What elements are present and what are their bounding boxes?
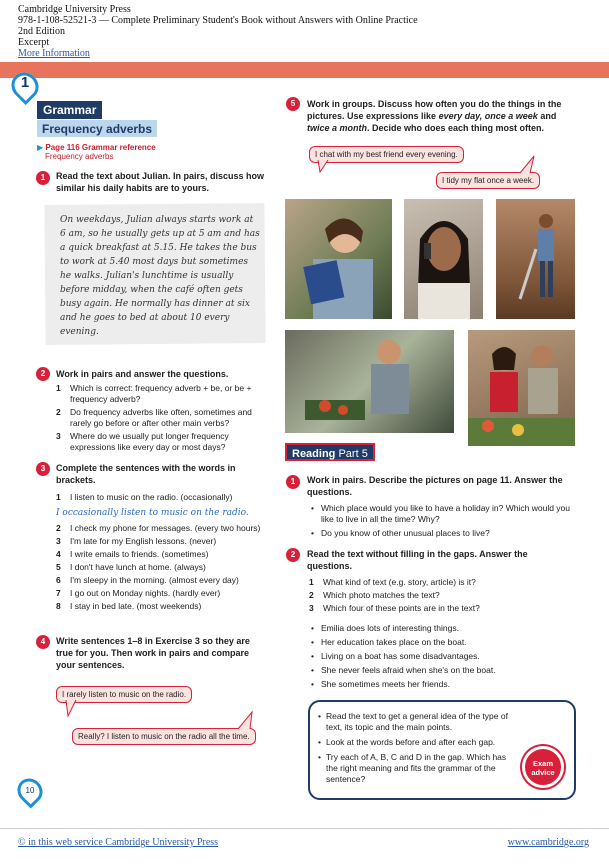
list-item: 5 I don't have lunch at home. (always) — [56, 562, 206, 572]
exercise-number: 2 — [286, 548, 300, 562]
exercise-number: 4 — [36, 635, 50, 649]
exercise-4-instruction: Write sentences 1–8 in Exercise 3 so they are true for you. Then work in pairs and compare your sentences. — [56, 636, 250, 670]
footer-copyright-link[interactable]: © in this web service Cambridge University Press — [18, 837, 219, 848]
reading-1-instruction: Work in pairs. Describe the pictures on page 11. Answer the questions. — [307, 475, 563, 497]
reading-1-bullets — [309, 503, 574, 542]
list-item: 2 Do frequency adverbs like often, sometimes and rarely go before or after other main verbs? — [56, 407, 252, 428]
publisher: Cambridge University Press — [18, 4, 131, 15]
reading-2-questions — [309, 577, 571, 616]
exercise-number: 2 — [36, 367, 50, 381]
exercise-3-instruction: Complete the sentences with the words in brackets. — [56, 463, 236, 485]
list-item: • Living on a boat has some disadvantages. — [309, 651, 571, 662]
unit-band — [0, 62, 609, 78]
isbn-line: 978-1-108-52521-3 — Complete Preliminary Student's Book without Answers with Online Practice — [18, 15, 418, 26]
page-number: 10 — [25, 786, 35, 795]
list-item: 7 I go out on Monday nights. (hardly ever) — [56, 588, 221, 598]
list-item: 4 I write emails to friends. (sometimes) — [56, 549, 209, 559]
footer-website-link[interactable]: www.cambridge.org — [507, 837, 589, 848]
list-item: 3 Which four of these points are in the text? — [309, 603, 480, 613]
photo-man-vacuuming — [496, 199, 575, 319]
exercise-3-item-1: 1 I listen to music on the radio. (occasionally) — [56, 492, 233, 502]
edition: 2nd Edition — [18, 26, 65, 37]
exercise-number: 1 — [36, 171, 50, 185]
grammar-title: Grammar — [37, 101, 102, 119]
exercise-number: 1 — [286, 475, 300, 489]
speech-bubble: I chat with my best friend every evening. — [309, 146, 464, 163]
list-item: 8 I stay in bed late. (most weekends) — [56, 601, 202, 611]
list-item: • Do you know of other unusual places to live? — [309, 528, 574, 539]
list-item: 1 What kind of text (e.g. story, article) is it? — [309, 577, 476, 587]
exercise-2-questions — [56, 383, 266, 455]
reading-illustration — [285, 199, 392, 319]
photo-woman-phone — [404, 199, 483, 319]
speech-bubble-tail — [64, 700, 78, 720]
excerpt-label: Excerpt — [18, 37, 50, 48]
list-item: • Emilia does lots of interesting things. — [309, 623, 571, 634]
exercise-number: 3 — [36, 462, 50, 476]
footer-divider — [0, 828, 609, 829]
cooking-illustration — [285, 330, 454, 433]
exercise-3-items — [56, 523, 266, 614]
photo-couple-shopping — [468, 330, 575, 446]
arrow-right-icon: ▶ — [37, 143, 44, 152]
list-item: 2 Which photo matches the text? — [309, 590, 440, 600]
unit-number: 1 — [20, 74, 30, 91]
grammar-subtitle: Frequency adverbs — [37, 120, 157, 137]
list-item: 3 Where do we usually put longer frequency expressions like every day or most days? — [56, 431, 229, 452]
phone-illustration — [404, 199, 483, 319]
shopping-illustration — [468, 330, 575, 446]
list-item: • Look at the words before and after each gap. — [316, 737, 516, 748]
vacuum-illustration — [496, 199, 575, 319]
list-item: • She never feels afraid when she's on the boat. — [309, 665, 571, 676]
exercise-1-instruction: Read the text about Julian. In pairs, discuss how similar his daily habits are to yours. — [56, 171, 265, 193]
speech-bubble-tail — [520, 156, 536, 174]
document-header — [18, 4, 418, 59]
grammar-reference[interactable] — [37, 143, 156, 161]
speech-bubble-tail — [238, 712, 254, 730]
reading-2-instruction: Read the text without filling in the gaps. Answer the questions. — [307, 549, 528, 571]
photo-man-cooking — [285, 330, 454, 433]
exam-advice-badge: Exam advice — [522, 746, 564, 788]
reading-2-points — [309, 623, 571, 693]
list-item: • Read the text to get a general idea of the type of text, its topic and the main points. — [316, 711, 516, 733]
speech-bubble-tail — [316, 160, 330, 176]
list-item: 1 Which is correct: frequency adverb + be, or be + frequency adverb? — [56, 383, 252, 404]
grammar-ref-page: Page 116 Grammar reference — [45, 143, 156, 152]
speech-bubble: I tidy my flat once a week. — [436, 172, 540, 189]
exercise-5-instruction: Work in groups. Discuss how often you do the things in the pictures. Use expressions like every day, once a week and twice a month. Decide who does each thing most often. — [307, 99, 562, 133]
more-information-link[interactable]: More Information — [18, 48, 90, 59]
exercise-number: 5 — [286, 97, 300, 111]
list-item: • Try each of A, B, C and D in the gap. Which has the right meaning and fits the grammar of the sentence? — [316, 752, 516, 785]
handwritten-answer: I occasionally listen to music on the radio. — [56, 508, 249, 518]
reading-section-title: Reading Part 5 — [285, 443, 375, 461]
list-item: 3 I'm late for my English lessons. (never) — [56, 536, 217, 546]
list-item: 6 I'm sleepy in the morning. (almost every day) — [56, 575, 239, 585]
speech-bubble: I rarely listen to music on the radio. — [56, 686, 192, 703]
list-item: • Which place would you like to have a holiday in? Which would you like to live in all the time? Why? — [309, 503, 574, 525]
julian-passage: On weekdays, Julian always starts work at 6 am, so he usually gets up at 5 am and has a quick breakfast at 5.15. He takes the bus to work at 5.40 most days but sometimes he walks. Julian's lunchtime is usually before midday, when the café often gets busy again. He normally has dinner at six and he goes to bed at about 10 every evening. — [60, 215, 260, 337]
list-item: • She sometimes meets her friends. — [309, 679, 571, 690]
exercise-2-instruction: Work in pairs and answer the questions. — [56, 369, 229, 379]
photo-woman-reading — [285, 199, 392, 319]
list-item: • Her education takes place on the boat. — [309, 637, 571, 648]
list-item: 2 I check my phone for messages. (every two hours) — [56, 523, 261, 533]
speech-bubble: Really? I listen to music on the radio all the time. — [72, 728, 256, 745]
grammar-ref-topic: Frequency adverbs — [45, 152, 114, 161]
